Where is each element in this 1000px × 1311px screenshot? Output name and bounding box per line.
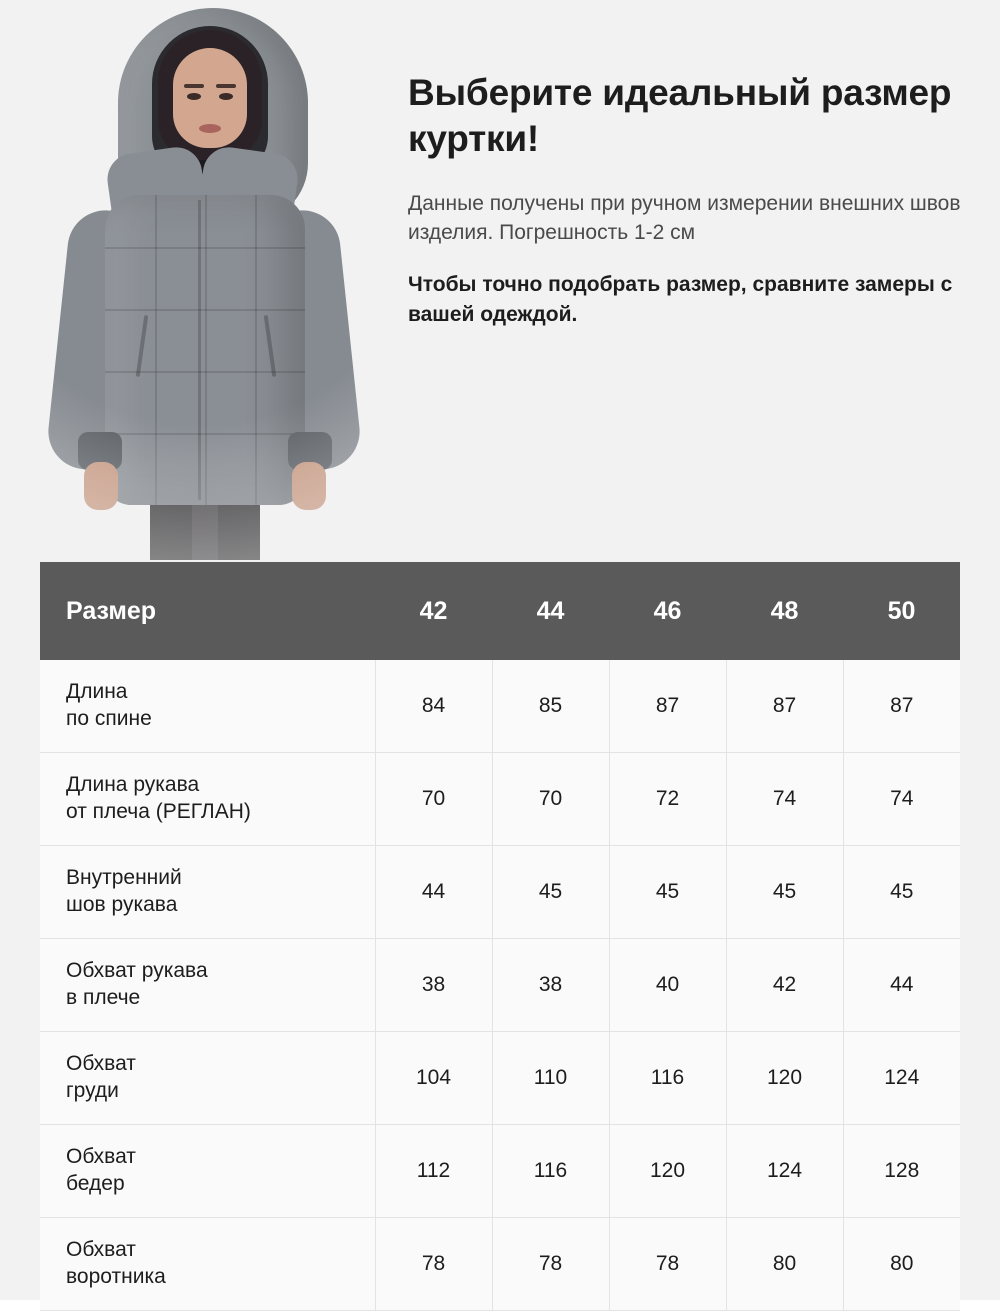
row-label-line2: шов рукава xyxy=(66,893,178,916)
cell-value: 45 xyxy=(843,846,960,939)
column-header-size-4: 50 xyxy=(843,562,960,660)
row-label-line1: Обхват xyxy=(66,1238,136,1262)
cell-value: 72 xyxy=(609,753,726,846)
cell-value: 116 xyxy=(609,1032,726,1125)
table-row xyxy=(40,660,960,753)
row-label-line1: Обхват рукава xyxy=(66,959,208,983)
row-label xyxy=(40,1218,375,1311)
table-row xyxy=(40,753,960,846)
cell-value: 87 xyxy=(609,660,726,753)
table-row xyxy=(40,846,960,939)
quilt-line xyxy=(255,195,257,505)
row-label-line1: Внутренний xyxy=(66,866,182,890)
row-label xyxy=(40,939,375,1032)
cell-value: 70 xyxy=(375,753,492,846)
cell-value: 87 xyxy=(726,660,843,753)
column-header-size-3: 48 xyxy=(726,562,843,660)
cell-value: 116 xyxy=(492,1125,609,1218)
row-label xyxy=(40,753,375,846)
row-label xyxy=(40,846,375,939)
lips xyxy=(199,124,221,133)
headline-block xyxy=(408,70,968,330)
column-header-size-label: Размер xyxy=(40,562,375,660)
row-label-line1: Обхват xyxy=(66,1052,136,1076)
row-label xyxy=(40,660,375,753)
cell-value: 74 xyxy=(843,753,960,846)
cell-value: 70 xyxy=(492,753,609,846)
size-table xyxy=(40,562,960,1311)
model-illustration xyxy=(0,0,400,560)
cell-value: 124 xyxy=(843,1032,960,1125)
row-label-line1: Длина xyxy=(66,680,128,704)
size-table-wrapper xyxy=(40,562,960,1311)
cell-value: 45 xyxy=(492,846,609,939)
cell-value: 128 xyxy=(843,1125,960,1218)
cell-value: 78 xyxy=(375,1218,492,1311)
table-row xyxy=(40,939,960,1032)
row-label xyxy=(40,1032,375,1125)
quilt-line xyxy=(155,195,157,505)
cell-value: 80 xyxy=(843,1218,960,1311)
eyebrow-left xyxy=(184,84,204,88)
product-photo xyxy=(0,0,400,560)
size-table-body xyxy=(40,660,960,1311)
measurement-note: Данные получены при ручном измерении внешних швов изделия. Погрешность 1-2 см xyxy=(408,191,961,245)
column-header-size-2: 46 xyxy=(609,562,726,660)
page-title: Выберите идеальный размер куртки! xyxy=(408,72,952,160)
face xyxy=(173,48,247,148)
row-label-line2: от плеча (РЕГЛАН) xyxy=(66,800,251,823)
hand-right xyxy=(292,462,326,510)
row-label-line1: Обхват xyxy=(66,1145,136,1169)
cell-value: 120 xyxy=(726,1032,843,1125)
row-label-line2: по спине xyxy=(66,707,152,730)
row-label-line1: Длина рукава xyxy=(66,773,200,797)
cell-value: 124 xyxy=(726,1125,843,1218)
row-label-line2: воротника xyxy=(66,1265,166,1288)
cell-value: 80 xyxy=(726,1218,843,1311)
cell-value: 44 xyxy=(843,939,960,1032)
row-label-line2: в плече xyxy=(66,986,141,1009)
cell-value: 110 xyxy=(492,1032,609,1125)
cell-value: 42 xyxy=(726,939,843,1032)
row-label-line2: бедер xyxy=(66,1172,125,1195)
table-row xyxy=(40,1125,960,1218)
hero-section xyxy=(0,0,1000,560)
column-header-size-1: 44 xyxy=(492,562,609,660)
eye-left xyxy=(187,93,201,100)
size-table-head xyxy=(40,562,960,660)
cell-value: 44 xyxy=(375,846,492,939)
cell-value: 84 xyxy=(375,660,492,753)
cell-value: 38 xyxy=(492,939,609,1032)
cell-value: 45 xyxy=(609,846,726,939)
cell-value: 87 xyxy=(843,660,960,753)
cell-value: 112 xyxy=(375,1125,492,1218)
cell-value: 120 xyxy=(609,1125,726,1218)
jacket-body xyxy=(105,195,305,505)
hand-left xyxy=(84,462,118,510)
row-label-line2: груди xyxy=(66,1079,119,1102)
cell-value: 45 xyxy=(726,846,843,939)
table-row xyxy=(40,1218,960,1311)
zipper xyxy=(198,200,201,500)
quilt-line xyxy=(205,195,207,505)
cell-value: 74 xyxy=(726,753,843,846)
table-header-row xyxy=(40,562,960,660)
eye-right xyxy=(219,93,233,100)
cell-value: 38 xyxy=(375,939,492,1032)
row-label xyxy=(40,1125,375,1218)
table-row xyxy=(40,1032,960,1125)
eyebrow-right xyxy=(216,84,236,88)
cell-value: 78 xyxy=(609,1218,726,1311)
cell-value: 104 xyxy=(375,1032,492,1125)
cell-value: 85 xyxy=(492,660,609,753)
cell-value: 78 xyxy=(492,1218,609,1311)
cell-value: 40 xyxy=(609,939,726,1032)
compare-note: Чтобы точно подобрать размер, сравните замеры с вашей одеждой. xyxy=(408,273,953,326)
column-header-size-0: 42 xyxy=(375,562,492,660)
